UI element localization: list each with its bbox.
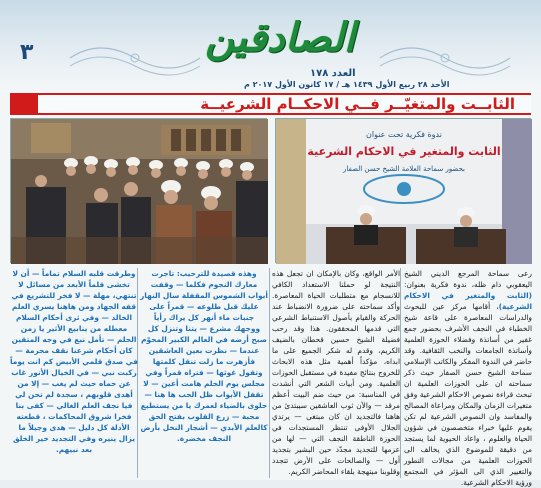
issue-date: الأحد ٢٨ ربيع الأول ١٤٣٩ هـ / ١٧ كانون الأول ٢٠١٧ م xyxy=(244,80,450,89)
masthead-title: الصادقين xyxy=(205,14,355,61)
headline-accent xyxy=(10,95,38,113)
page-number: ٣ xyxy=(20,40,34,65)
article-column-2: الأمر الواقع، وكان بالإمكان ان تجعل هذه النتيجة لو حملنا الاستعداد الكافي للانسجام مع متطلبات الحياة المعاصرة. وأكد سماحته على ضرورة الانضباط عند الحركة والقيام بأصول الاستنباط الشرعي التي قدمها المحققون. هذا وقد رحب فضيلة الشيخ حسين قحطان بالضيف الكريم، وقدم له شكر الجميع على ما ابداه، مؤكداً أهمية مثل هذه الابحاث للخروج بنتائج مفيدة في مستقبل الحوزات العلمية. ومن أبيات الشعر التي أنشدت في المناسبة: من حيث ضم البيت أعظم مرقد — والآن ثوب العاشقين سيبتدئ من هاهنا فالتجديد ان كان مبتغى — يرتدي الجلال الأوفى تنتظر المستجدات في الحوزة الناطقة النجف التي — لها من عزمها للتجديد مجدّد حين البشير بتجديد أول — والصالحات على الأرض تتجدد وقلوبنا مبتهجة بلقاء المحاضر الكريم. xyxy=(272,269,400,476)
headline: الثابــت والمتغيّــر فــي الاحكــام الشرعيــة xyxy=(200,95,515,113)
column-1-lead: رعى سماحة المرجع الديني الشيخ اليعقوبي دام ظله، ندوة فكرية بعنوان: xyxy=(404,269,532,289)
audience-photo xyxy=(10,118,267,263)
banner-line-3: بحضور سماحة العلامة الشيخ حسن الصفار xyxy=(343,165,465,173)
banner-line-2: الثابت والمتغير في الاحكام الشرعية xyxy=(307,145,501,158)
column-1-text: ، أقامها مركز عين للبحوث والدراسات المعاصرة على قاعة شيخ الخطباء في النجف الأشرف بحضور جمع غفير من أساتذة وفضلاء الحوزة العلمية وأساتذة الجامعات والنخب الثقافية. وقد حاضر في الندوة المفكر والكاتب الإسلامي سماحة الشيخ حسن الصفار حيث ذكر سماحته ان على الحوزات العلمية ان تبحث قراءة نصوص الاحكام الشرعية وفق متغيرات الزمان والمكان ومراعاة المصالح والمفاسد وان النصوص الشرعية لم تكن يقوم عليها خبراء متخصصون في شؤون الحياة والعلوم ، واعاد الحيوية لما يستجد من دقيقة للموضوع الذي يخالف الى الحوزات العلمية من مجالات التطور والتغيير الذي الى المؤثر في المجتمع ورؤية الاحكام الشرعية. xyxy=(404,302,532,487)
audience-photo-image xyxy=(11,119,268,264)
poem-column-1: وهذه قصيدة للترحيب: تاجرت معارك النجوم فكلما — وقفت أبواب الشموس المقفلة سال النهار عليك قبل طلوعه — قمراً على جنبات ماء أنهر كل يراك رأياً ووجهك مشرع — يتنا وتنزل كل صبح أرضه في العالم الكبير المحوّم عندما — نظرت بعين العاشقين فأزهرت ما زلت تنقل كلمتها وتقول غوثها — فتراه قمراً وفي مجلس يوم الحلم هامت أعين — لا تقفل الأبواب ظل الحب ها هنا — حلوى بالضياء لعمرك يا من يستطيع محبة — زرع القلوب بفتح الحق كالعلم الأبدي — أشجار النخل بأرض النجف مخضرة. xyxy=(140,269,268,443)
masthead-band xyxy=(0,0,541,92)
issue-number: العدد ١٧٨ xyxy=(310,68,356,79)
lecture-stage-photo-image xyxy=(276,119,532,264)
poem-column-2: وطرقت قلبه السلام تماماً — أن لا تخشى قلماً الأبعد من مسائل لا تنتهي، مهلة — لا فخر للتشريع في قفه الجهاد ومن هاهنا يسري العلم الخالد — وفي ثرى أحكام السلام معطله من ينابيع الأثير يا زمن الحلم — تأمل نبع في وجه المتقين كان أحكام شرعنا نقف محرمة — في صدق قلمي الأبيض كم انت يوماً ركبت نبي — في الخيال الأنور غاب عن حماه حيث لم يغب — إلا من أهدى قلوبهم ، سجدة لم تحن لي فيا نجف العلم الغالي — كفى بنا فخرا شروق المحاكمات ، قطعته الأدلة كل دليل — هدى وجيلاً ما يزال ينيره وفي التجديد خير الخلق بعد نبيهم. xyxy=(10,269,138,454)
banner-line-1: ندوة فكرية تحت عنوان xyxy=(366,130,442,139)
column-1-highlight: (الثابت والمتغير في الاحكام الشرعية) xyxy=(404,291,532,311)
ornament-right-icon xyxy=(380,38,510,78)
headline-bar xyxy=(10,93,531,115)
ornament-left-icon xyxy=(70,38,200,78)
column-divider xyxy=(400,268,401,478)
article-column-1 xyxy=(404,268,532,487)
column-divider xyxy=(269,268,270,478)
lecture-stage-photo xyxy=(275,118,531,263)
